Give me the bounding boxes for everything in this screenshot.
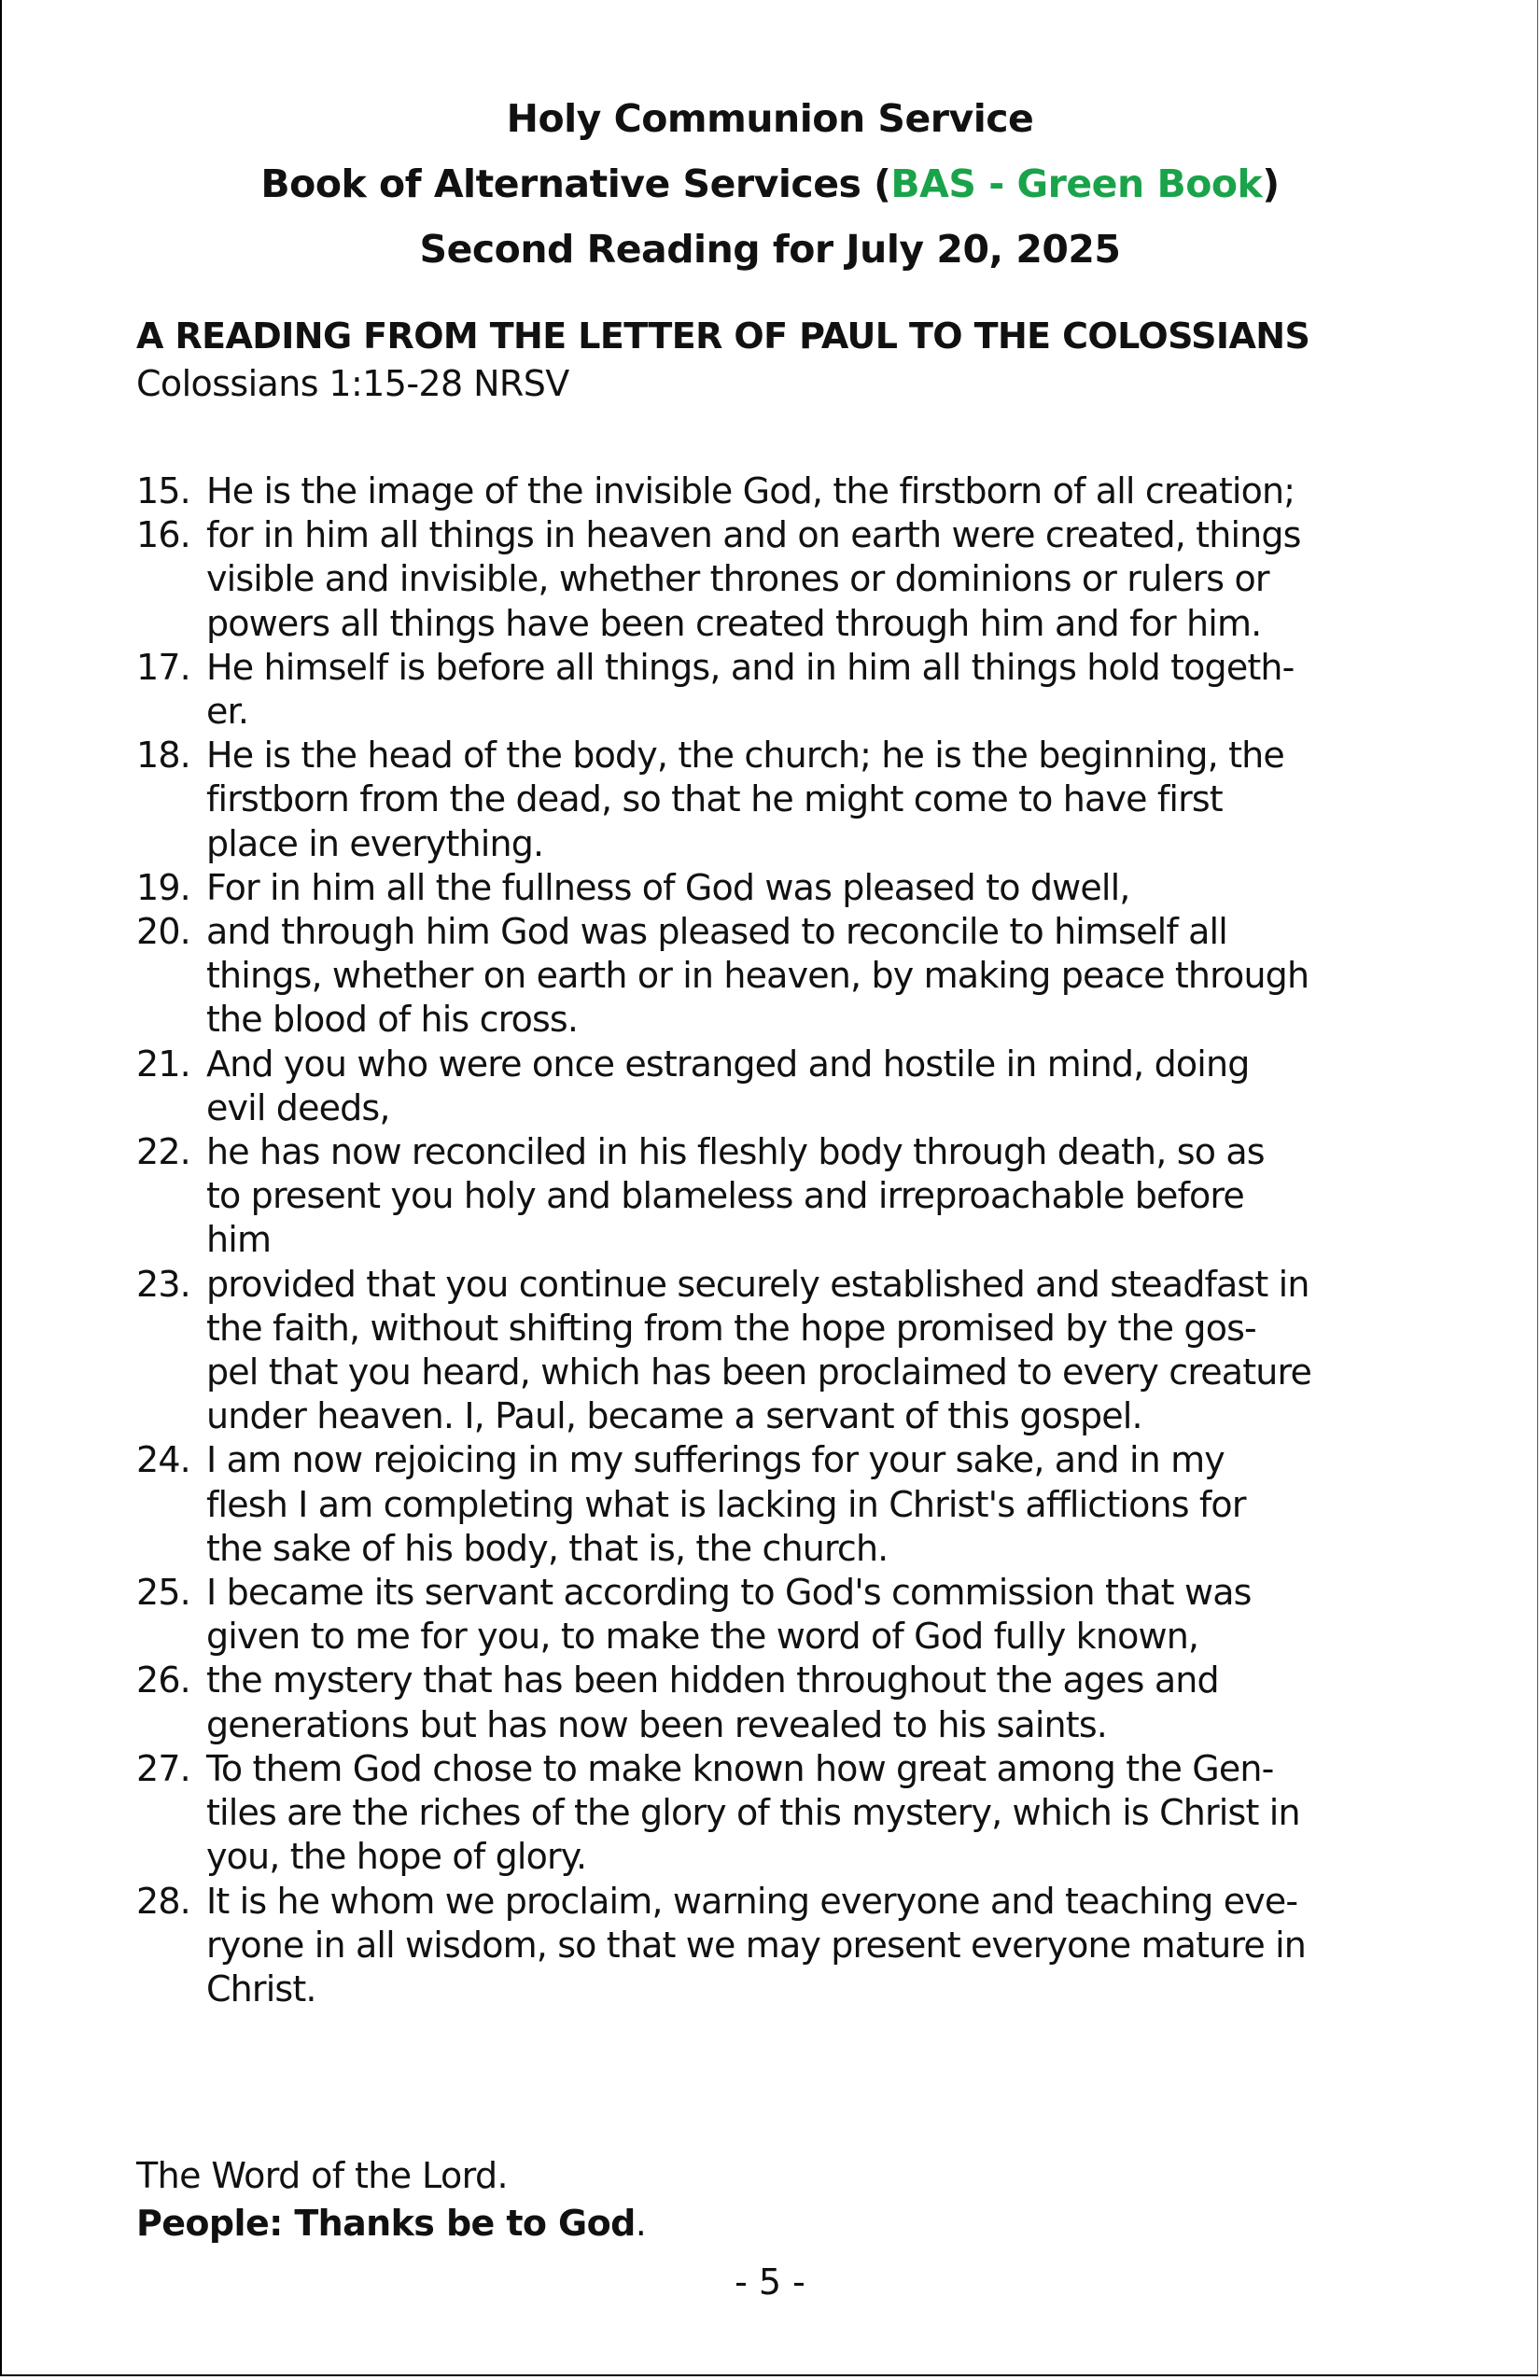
verse-item [136,1263,1434,1439]
verse-item [136,1747,1434,1880]
verse-number: 15. [136,470,190,511]
verse-text: I became its servant according to God's commission that was given to me for you, to make the word of God fully known, [206,1572,1252,1658]
verse-text: I am now rejoicing in my sufferings for your sake, and in my flesh I am completing what is lacking in Christ's afflictions for the sake of his body, that is, the church. [206,1439,1246,1569]
subtitle-prefix: Book of Alternative Services ( [260,161,891,206]
verse-item [136,734,1434,866]
verse-text: It is he whom we proclaim, warning everyone and teaching eve- ryone in all wisdom, so that we may present everyone mature in Christ. [206,1880,1307,2009]
people-response-label: People: Thanks be to God [136,2203,636,2244]
verse-item [136,1043,1434,1130]
verse-text: He himself is before all things, and in him all things hold togeth- er. [206,646,1295,733]
closing-block [136,2152,1434,2247]
verse-number: 26. [136,1659,190,1701]
verse-text: the mystery that has been hidden throughout the ages and generations but has now been revealed to his saints. [206,1659,1219,1745]
verse-text: To them God chose to make known how great among the Gen- tiles are the riches of the glory of this mystery, which is Christ in you, the hope of glory. [206,1747,1300,1878]
closing-statement: The Word of the Lord. [136,2155,508,2196]
verse-text: He is the image of the invisible God, the firstborn of all creation; [206,470,1295,511]
people-response-end: . [635,2203,647,2244]
book-subtitle [0,151,1540,217]
verse-item [136,1438,1434,1571]
verse-text: He is the head of the body, the church; he is the beginning, the firstborn from the dead, so that he might come to have first place in everything. [206,735,1284,864]
verse-number: 25. [136,1572,190,1614]
verse-item [136,1571,1434,1659]
verse-item [136,1130,1434,1263]
verse-item [136,513,1434,646]
verse-text: and through him God was pleased to reconcile to himself all things, whether on earth or in heaven, by making peace through the blood of his cross. [206,911,1309,1041]
verse-item [136,1880,1434,2012]
verse-number: 19. [136,866,190,908]
reading-date: Second Reading for July 20, 2025 [419,227,1121,272]
verse-number: 16. [136,514,190,556]
verse-number: 23. [136,1263,190,1305]
verse-number: 22. [136,1131,190,1173]
verse-number: 20. [136,911,190,953]
verse-item [136,910,1434,1043]
verse-text: for in him all things in heaven and on earth were created, things visible and invisible, whether thrones or dominions or rulers or powers all things have been created through him and for him. [206,514,1301,644]
verse-number: 21. [136,1043,190,1085]
subtitle-suffix: ) [1262,161,1280,206]
verse-item [136,469,1434,513]
page-header [0,86,1540,282]
verse-list [136,469,1434,2011]
people-response [136,2200,1434,2247]
verse-text: provided that you continue securely established and steadfast in the faith, without shifting from the hope promised by the gos- pel that you heard, which has been proclaimed to every creature under heaven. I, Paul, became a servant of this gospel. [206,1263,1311,1437]
verse-number: 28. [136,1880,190,1922]
verse-item [136,866,1434,910]
page-number: - 5 - [735,2261,805,2303]
verse-text: he has now reconciled in his fleshly body through death, so as to present you holy and blameless and irreproachable before him [206,1131,1265,1261]
bas-green-book-label: BAS - Green Book [890,161,1263,206]
verse-number: 17. [136,646,190,688]
verse-item [136,646,1434,734]
verse-number: 24. [136,1439,190,1481]
verse-item [136,1659,1434,1746]
verse-text: For in him all the fullness of God was pleased to dwell, [206,866,1130,908]
verse-number: 18. [136,735,190,777]
scripture-citation: Colossians 1:15-28 NRSV [136,363,569,404]
verse-number: 27. [136,1747,190,1789]
page-title: Holy Communion Service [506,96,1034,141]
reading-heading: A READING FROM THE LETTER OF PAUL TO THE COLOSSIANS [136,315,1310,357]
verse-text: And you who were once estranged and hostile in mind, doing evil deeds, [206,1043,1250,1128]
